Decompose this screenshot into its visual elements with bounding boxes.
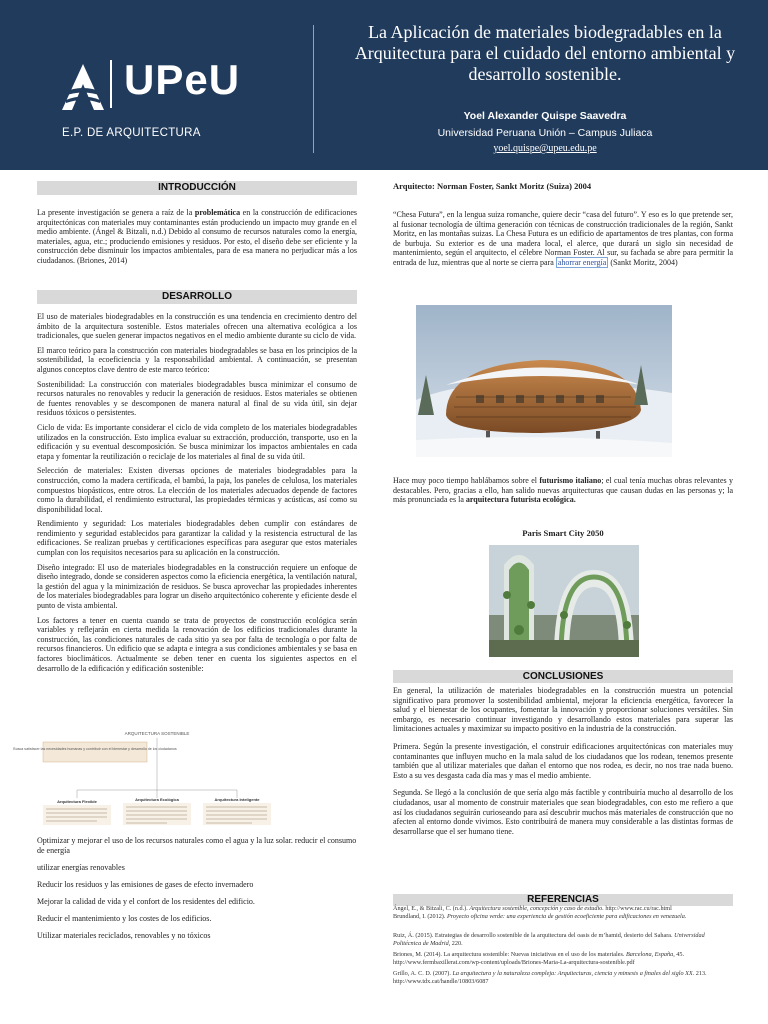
paragraph: En general, la utilización de materiales biodegradables en la construcción muestra un potencial significativo para promover la sostenibilidad ambiental, mejorar la eficiencia energética, favorecer la salud y el bienestar de los ocupantes, fomentar la innovación y proporcionar soluciones versátiles. Sin embargo, es necesario continuar investigando y desarrollando estos materiales para superar las limitaciones actuales y maximizar su impacto positivo en la industria de la construcción. xyxy=(393,686,733,734)
author-name: Yoel Alexander Quispe Saavedra xyxy=(463,110,627,122)
arquitecto-caption: Arquitecto: Norman Foster, Sankt Moritz (Suiza) 2004 xyxy=(393,181,592,191)
upeu-logo-icon xyxy=(58,62,108,112)
paragraph: El marco teórico para la construcción con materiales biodegradables se basa en los principios de la sostenibilidad, la ecoeficiencia y la responsabilidad ambiental. A continuación, se presentan algunos conceptos clave dentro de este marco teórico: xyxy=(37,345,357,374)
section-heading-desarrollo: DESARROLLO xyxy=(37,290,357,304)
paragraph: Sostenibilidad: La construcción con materiales biodegradables busca minimizar el consumo de recursos naturales no renovables y reducir la generación de residuos. Estos materiales se obtienen de fuentes renovables y se descomponen de manera natural al final de su vida útil, sin dejar residuos tóxicos o persistentes. xyxy=(37,379,357,418)
diagram-inteligente-box xyxy=(203,803,271,825)
diagram-root: ARQUITECTURA SOSTENIBLE xyxy=(124,731,190,736)
school-name: E.P. DE ARQUITECTURA xyxy=(62,127,201,139)
diagram-intro: Busca satisfacer las necesidades humanas y contribuir con el bienestar y desarrollo de los ciudadanos xyxy=(13,747,177,751)
futurismo-text: Hace muy poco tiempo hablábamos sobre el futurismo italiano; el cual tenía muchas obras relevantes y destacables. Pero, gracias a ello, han salido nuevas arquitecturas que causan dudas en las personas y; la más pronunciada es la arquitectura futurista ecológica. xyxy=(393,476,734,505)
introduccion-text: La presente investigación se genera a raíz de la problemática en la construcción de edificaciones arquitectónicas con materiales muy contaminantes están produciendo un impacto muy grande en el medio ambiente. (Ángel & Bitzali, n.d.) Debido al consumo de recursos naturales como la energía, materiales, agua, etc.; produciendo emisiones y residuos. Por esto, el diseño debe ser eficiente y la construcción debe disminuir los impactos ambientales, para de esa manera no perjudicar más a los ciudadanos. (Briones, 2014) xyxy=(37,208,357,265)
section-heading-conclusiones: CONCLUSIONES xyxy=(393,670,733,683)
reference-item: Briones, M. (2014). La arquitectura sostenible: Nuevas iniciativas en el uso de los materiales. Barcelona, España, 45. http://www.fermbaxillerat.com/wp-content/uploads/Briones-Maria-La-arquitectura-sostenible.pdf xyxy=(393,951,685,966)
logo-wordmark: UPeU xyxy=(124,56,241,103)
paragraph: El uso de materiales biodegradables en la construcción es una tendencia en crecimiento dentro del ámbito de la arquitectura sostenible. Estos materiales ofrecen una alternativa ecológica a los tradicionales, que suelen generar impactos negativos en el medio ambiente durante su ciclo de vida. xyxy=(37,312,357,341)
reference-item: Ángel, E., & Bitzali, C. (n.d.). Arquitectura sostenible, concepción y caso de estudio. http://www.rac.cu/rac.html xyxy=(393,905,672,912)
chesa-futura-text: “Chesa Futura”, en la lengua suiza romanche, quiere decir “casa del futuro”. Y eso es lo que pretende ser, al fusionar tecnología de última generación con técnicas de construcción tradicionales de la región, Sankt Moritz, en las montañas suizas. La Chesa Futura es un edificio de apartamentos de tres plantas, con forma de burbuja. Su exterior es de una madera local, el alerce, que durará un siglo sin necesidad de mantenimiento, según el arquitecto, el célebre Norman Foster. Al sur, su fachada se abre para permitir la entrada de luz, mientras que al norte se cierra para ahorrar energía (Sankt Moritz, 2004) xyxy=(393,210,733,267)
logo-divider xyxy=(110,60,112,108)
arquitectura-sostenible-diagram xyxy=(13,728,277,826)
paragraph: Diseño integrado: El uso de materiales biodegradables en la construcción requiere un enfoque de diseño integrado, donde se consideren aspectos como la eficiencia energética, la ventilación natural, la gestión del agua y la minimización de residuos. Se busca aprovechar las propiedades inherentes de los materiales biodegradables para lograr un diseño arquitectónico coherente y eficiente desde el punto de vista ambiental. xyxy=(37,562,357,611)
university-name: Universidad Peruana Unión – Campus Juliaca xyxy=(437,127,653,139)
header-divider xyxy=(313,25,314,153)
section-heading-introduccion: INTRODUCCIÓN xyxy=(37,181,357,195)
list-item: utilizar energías renovables xyxy=(37,863,125,872)
diagram-branch-inteligente: Arquitectura Inteligente xyxy=(214,797,260,802)
poster-header xyxy=(0,0,768,170)
diagram-branch-flexible: Arquitectura Flexible xyxy=(57,799,97,804)
paragraph: Rendimiento y seguridad: Los materiales biodegradables deben cumplir con estándares de rendimiento y seguridad establecidos para garantizar la calidad y la resistencia estructural de las edificaciones. Se realizan pruebas y certificaciones específicas para asegurar que estos materiales cumplan con los requisitos necesarios para su aplicación en la construcción. xyxy=(37,519,357,558)
paragraph: Primera. Según la presente investigación, el construir edificaciones arquitectónicas con materiales muy contaminantes que influyen mucho en la mala salud de los ciudadanos que los rodean, tenemos presente también que al utilizar materiales que dañan el entorno que nos rodea, es decir, no nos trae nada bueno. Esto a su ves desgasta cada día mas y mas el medio ambiente. xyxy=(393,741,733,780)
list-item: Reducir el mantenimiento y los costes de los edificios. xyxy=(37,914,212,923)
ahorrar-energia-link[interactable]: ahorrar energía xyxy=(557,257,607,267)
paris-smart-city-image xyxy=(489,545,639,657)
diagram-flexible-box xyxy=(43,805,111,825)
author-email[interactable] xyxy=(330,143,760,154)
list-item: Utilizar materiales reciclados, renovables y no tóxicos xyxy=(37,931,211,940)
paris-caption: Paris Smart City 2050 xyxy=(522,528,604,538)
chesa-futura-photo xyxy=(416,305,672,457)
desarrollo-text xyxy=(37,312,357,678)
diagram-branch-ecologica: Arquitectura Ecológica xyxy=(135,797,179,802)
paragraph: Segunda. Se llegó a la conclusión de que sería algo más factible y contribuiría mucho al desarrollo de los ciudadanos, usar al momento de construir materiales que sean biodegradables, con esto me refiero a que así los ciudadanos seguirán curioseando para así descubrir muchos más materiales de construcción que no afecten al entorno donde vivimos. Esto contribuirá de manera muy considerable a las distintas formas de desarrollarse que el ser humano tiene. xyxy=(393,788,733,836)
paragraph: Los factores a tener en cuenta cuando se trata de proyectos de construcción ecológica serán variables y reflejarán en cierta medida la renovación de los edificios tradicionales durante la construcción, las condiciones naturales de cada sitio ya sea por falta de tecnología o por falta de recursos financieros. Un edificio que se adapta e integra a sus condiciones ambientales y se basa en factores bioclimáticos. Actualmente se deben tener en cuenta los siguientes aspectos en el desarrollo de la edificación y edificación sostenible: xyxy=(37,615,357,673)
list-item: Optimizar y mejorar el uso de los recursos naturales como el agua y la luz solar. reducir el consumo de energía xyxy=(37,836,357,855)
list-item: Reducir los residuos y las emisiones de gases de efecto invernadero xyxy=(37,880,254,889)
reference-item: Brundland, I. (2012). Proyecto oficina verde: una experiencia de gestión ecoeficiente para edificaciones en venezuela. xyxy=(393,913,687,920)
diagram-ecologica-box xyxy=(123,803,191,825)
diagram-intro-box xyxy=(43,742,147,762)
email-link[interactable]: yoel.quispe@upeu.edu.pe xyxy=(493,143,597,154)
list-item: Mejorar la calidad de vida y el confort de los residentes del edificio. xyxy=(37,897,255,906)
conclusiones-text xyxy=(393,686,733,841)
paragraph: Selección de materiales: Existen diversas opciones de materiales biodegradables para la construcción, como la madera certificada, el bambú, la paja, los paneles de celulosa, los materiales compuestos biopásticos, entre otros. La elección de los materiales adecuados depende de factores como la durabilidad, el rendimiento estructural, las propiedades térmicas y acústicas, así como su disponibilidad local. xyxy=(37,466,357,514)
reference-item: Ruiz, Á. (2015). Estrategias de desarrollo sostenible de la arquitectura del oasis de m’hamid, desierto del Sahara. Universidad Politécnica de Madrid, 220. xyxy=(393,932,705,947)
poster-title: La Aplicación de materiales biodegradables en la Arquitectura para el cuidado del entorno ambiental y desarrollo sostenible. xyxy=(354,22,736,84)
section-heading-referencias: REFERENCIAS xyxy=(393,894,733,906)
paragraph: Ciclo de vida: Es importante considerar el ciclo de vida completo de los materiales biodegradables utilizados en la construcción. Esto implica evaluar su extracción, producción, transporte, uso en la edificación y su eventual descomposición. Se busca minimizar los impactos ambientales en cada etapa y fomentar la reutilización o reciclaje de los materiales al final de su vida útil. xyxy=(37,422,357,461)
reference-item: Grillo, A. C. D. (2007). La arquitectura y la naturaleza compleja: Arquitecturas, ciencia y mimesis a finales del siglo XX. 213. http://www.tdx.cat/handle/10803/6087 xyxy=(393,970,707,985)
